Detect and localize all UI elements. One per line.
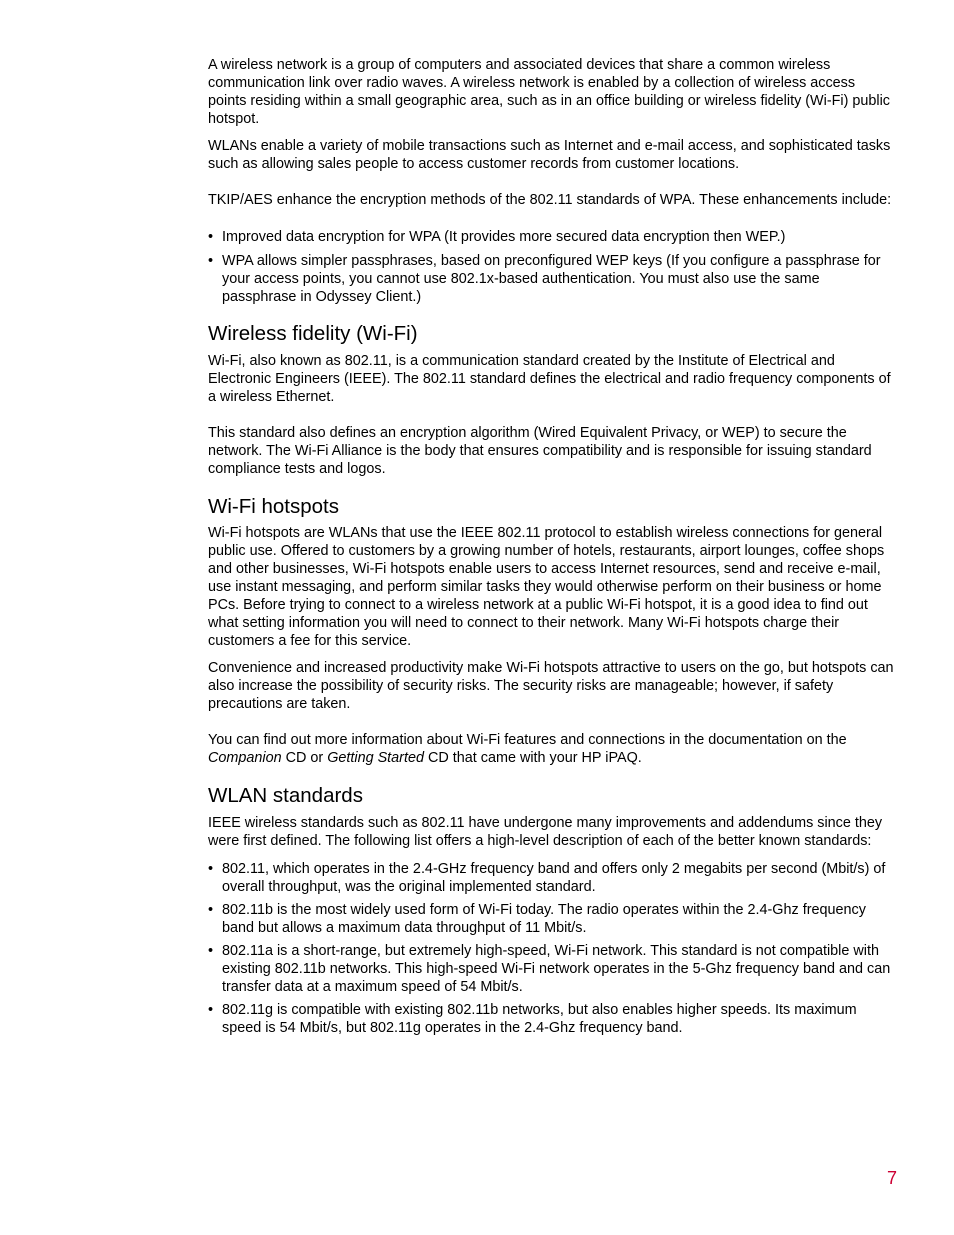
page-number: 7 (886, 1168, 897, 1188)
text-run: CD or (281, 750, 328, 766)
section-heading-wifi: Wireless fidelity (Wi-Fi) (208, 322, 418, 345)
wlan-paragraph-1: IEEE wireless standards such as 802.11 have undergone many improvements and addendums since they were first defined. The following list offers a high-level description of each of the better known standards: (208, 815, 883, 849)
page-content (208, 56, 896, 1037)
intro-paragraph-3: TKIP/AES enhance the encryption methods of the 802.11 standards of WPA. These enhancements include: (208, 192, 892, 208)
list-item: • 802.11g is compatible with existing 802.11b networks, but also enables higher speeds. Its maximum speed is 54 Mbit/s, but 802.11g operates in the 2.4-Ghz frequency band. (208, 1001, 896, 1037)
list-item: • 802.11b is the most widely used form of Wi-Fi today. The radio operates within the 2.4-Ghz frequency band but allows a maximum data throughput of 11 Mbit/s. (208, 901, 896, 937)
intro-paragraph-2: WLANs enable a variety of mobile transactions such as Internet and e-mail access, and sophisticated tasks such as allowing sales people to access customer records from customer locations. (208, 138, 891, 172)
list-item: • Improved data encryption for WPA (It provides more secured data encryption then WEP.) (208, 228, 896, 246)
hotspots-paragraph-3 (208, 731, 896, 767)
intro-paragraph-1: A wireless network is a group of computers and associated devices that share a common wireless communication link over radio waves. A wireless network is enabled by a collection of wireless access points residing within a small geographic area, such as in an office building or wireless fidelity (Wi-Fi) public hotspot. (208, 57, 891, 127)
text-run: You can find out more information about Wi-Fi features and connections in the documentation on the (208, 732, 847, 748)
list-item: • 802.11, which operates in the 2.4-GHz frequency band and offers only 2 megabits per second (Mbit/s) of overall throughput, was the original implemented standard. (208, 860, 896, 896)
list-item: • WPA allows simpler passphrases, based on preconfigured WEP keys (If you configure a passphrase for your access points, you cannot use 802.1x-based authentication. You must also use the same passphrase in Odyssey Client.) (208, 252, 896, 306)
wlan-bullet-list (208, 860, 896, 1037)
tkip-bullet-list (208, 228, 896, 306)
hotspots-paragraph-1: Wi-Fi hotspots are WLANs that use the IEEE 802.11 protocol to establish wireless connections for general public use. Offered to customers by a growing number of hotels, restaurants, airport lounges, coffee shops and other businesses, Wi-Fi hotspots enable users to access Internet resources, send and receive e-mail, use instant messaging, and perform similar tasks they would otherwise perform on their business or home PCs. Before trying to connect to a wireless network at a public Wi-Fi hotspot, it is a good idea to find out what setting information you will need to connect to their network. Many Wi-Fi hotspots charge their customers a fee for this service. (208, 525, 885, 649)
section-heading-hotspots: Wi-Fi hotspots (208, 495, 339, 518)
wifi-paragraph-1: Wi-Fi, also known as 802.11, is a communication standard created by the Institute of Electrical and Electronic Engineers (IEEE). The 802.11 standard defines the electrical and radio frequency components of a wireless Ethernet. (208, 353, 891, 405)
getting-started-cd-title: Getting Started (327, 750, 424, 766)
section-heading-wlan: WLAN standards (208, 784, 363, 807)
list-item: • 802.11a is a short-range, but extremely high-speed, Wi-Fi network. This standard is not compatible with existing 802.11b networks. This high-speed Wi-Fi network operates in the 5-Ghz frequency band and can transfer data at a maximum speed of 54 Mbit/s. (208, 942, 896, 996)
hotspots-paragraph-2: Convenience and increased productivity make Wi-Fi hotspots attractive to users on the go, but hotspots can also increase the possibility of security risks. The security risks are manageable; however, if safety precautions are taken. (208, 660, 894, 712)
wifi-paragraph-2: This standard also defines an encryption algorithm (Wired Equivalent Privacy, or WEP) to secure the network. The Wi-Fi Alliance is the body that ensures compatibility and is responsible for issuing standard compliance tests and logos. (208, 425, 872, 477)
companion-cd-title: Companion (208, 750, 282, 766)
text-run: CD that came with your HP iPAQ. (423, 750, 642, 766)
